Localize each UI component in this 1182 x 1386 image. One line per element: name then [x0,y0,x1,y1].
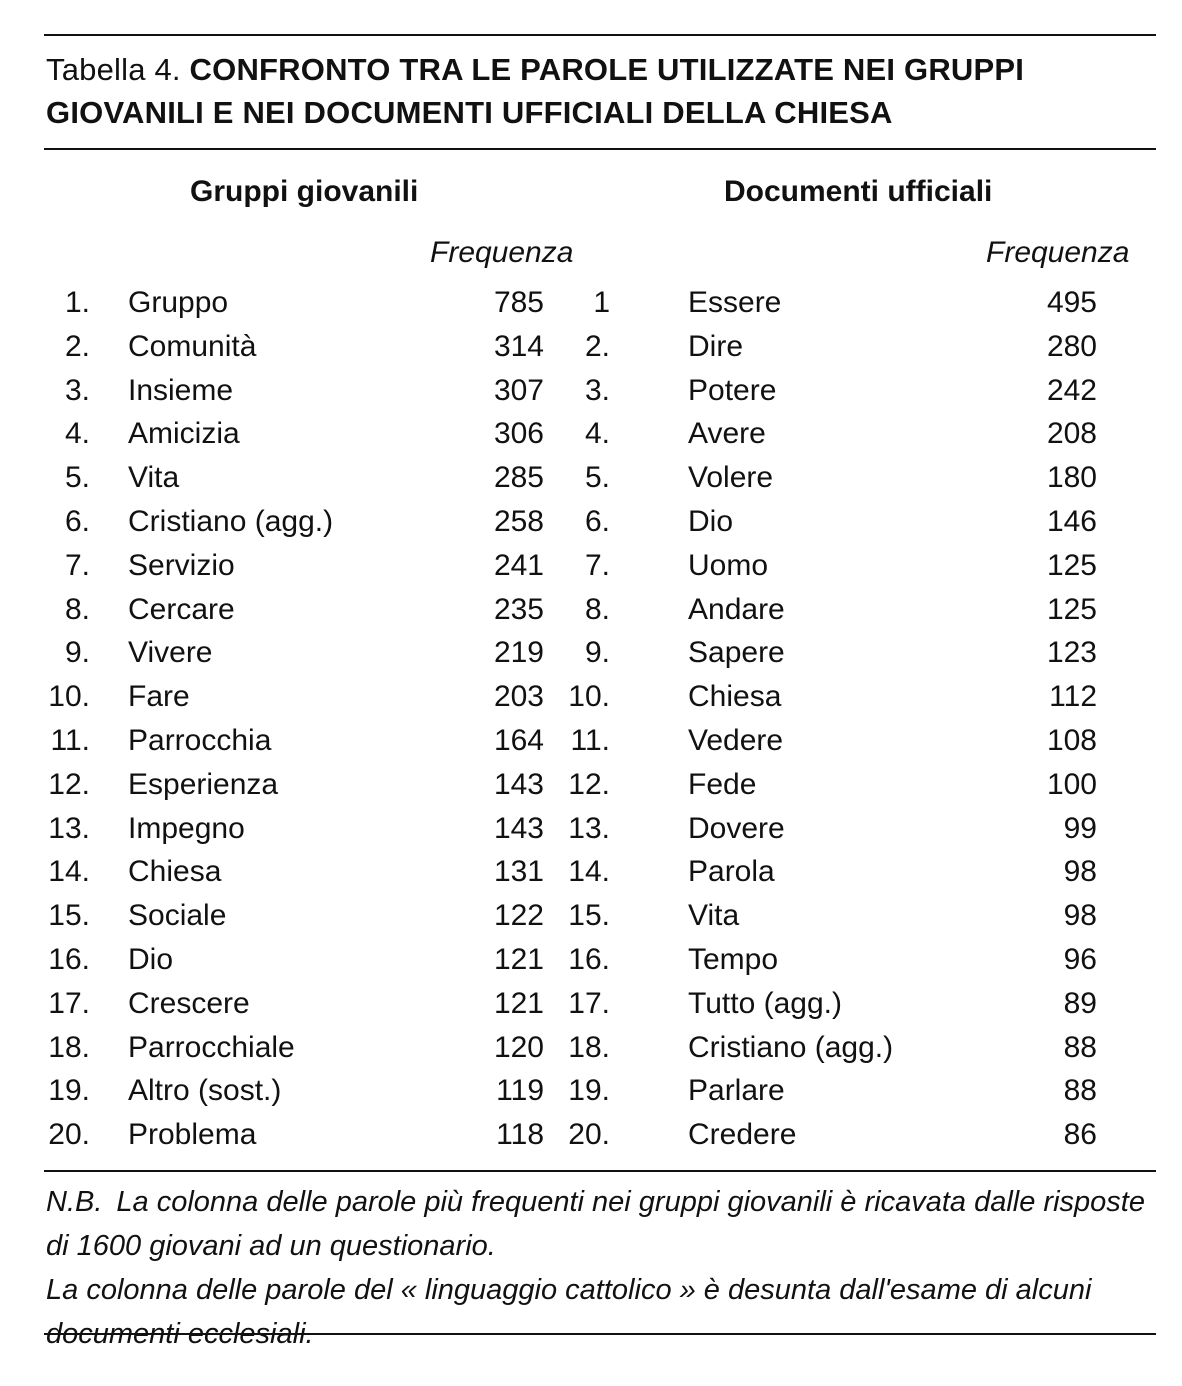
left-row-rank: 10. [48,680,90,714]
left-table-row [0,588,600,632]
left-table-row [0,894,600,938]
right-row-word: Chiesa [688,680,782,714]
left-table-row [0,456,600,500]
left-row-freq: 203 [493,680,544,714]
right-row-rank: 2. [584,329,610,363]
right-row-word: Cristiano (agg.) [688,1030,894,1064]
right-row-freq: 89 [1063,986,1097,1020]
right-table-row [560,412,1160,456]
left-row-word: Crescere [128,986,250,1020]
right-row-rank: 12. [568,767,610,801]
left-row-freq: 164 [493,723,544,757]
footnote-paragraph-2: La colonna delle parole del « linguaggio cattolico » è desunta dall'esame di alcuni documenti ecclesiali. [46,1274,1092,1350]
right-row-freq: 88 [1063,1074,1097,1108]
right-row-word: Parola [688,855,775,889]
right-row-word: Tempo [688,942,779,976]
right-row-rank: 3. [584,373,610,407]
left-table-row [0,938,600,982]
left-row-freq: 131 [493,855,544,889]
right-row-rank: 15. [568,899,610,933]
left-row-word: Vita [128,461,180,495]
title-rule [44,148,1156,150]
right-row-rank: 8. [584,592,610,626]
right-table-row [560,588,1160,632]
left-row-rank: 14. [48,855,90,889]
right-row-freq: 98 [1063,855,1097,889]
left-row-rank: 4. [64,417,90,451]
left-row-word: Vivere [128,636,213,670]
bottom-rule [44,1333,1156,1335]
right-table-row [560,850,1160,894]
right-table-row [560,325,1160,369]
right-row-freq: 112 [1049,680,1097,714]
left-row-word: Parrocchia [128,723,272,757]
right-row-freq: 495 [1046,286,1097,319]
right-row-word: Vedere [688,723,784,757]
table-title-number: Tabella 4. [46,52,181,87]
left-row-freq: 785 [493,286,544,319]
left-row-word: Problema [128,1118,257,1152]
right-word-list [560,281,1160,1157]
right-row-freq: 125 [1046,592,1097,626]
right-table-row [560,719,1160,763]
right-row-word: Avere [688,417,766,451]
right-row-word: Essere [688,286,782,319]
right-row-word: Sapere [688,636,785,670]
right-row-word: Tutto (agg.) [688,986,842,1020]
left-row-word: Dio [128,942,174,976]
left-row-word: Cristiano (agg.) [128,504,334,538]
left-row-rank: 7. [64,548,90,582]
left-table-row [0,675,600,719]
left-row-freq: 143 [493,767,544,801]
left-frequency-heading: Frequenza [430,236,574,269]
right-row-rank: 10. [568,680,610,714]
right-row-rank: 13. [568,811,610,845]
right-row-freq: 242 [1046,373,1097,407]
left-table-row [0,500,600,544]
left-row-freq: 143 [493,811,544,845]
left-row-rank: 12. [48,767,90,801]
right-row-word: Andare [688,592,785,626]
right-table-row [560,1069,1160,1113]
right-row-freq: 88 [1063,1030,1097,1064]
right-row-word: Vita [688,899,740,933]
right-table-row [560,281,1160,325]
right-table-row [560,544,1160,588]
right-table-row [560,1026,1160,1070]
left-row-word: Gruppo [128,286,229,319]
left-row-rank: 11. [50,723,90,757]
left-row-rank: 9. [64,636,90,670]
right-row-word: Uomo [688,548,769,582]
left-table-row [0,281,600,325]
left-row-freq: 219 [493,636,544,670]
right-frequency-heading: Frequenza [986,236,1130,269]
left-table-row [0,982,600,1026]
right-table-row [560,982,1160,1026]
right-table-row [560,938,1160,982]
right-table-row [560,500,1160,544]
left-column-heading: Gruppi giovanili [190,175,419,208]
left-table-row [0,1113,600,1157]
right-row-rank: 6. [584,504,610,538]
right-table-row [560,763,1160,807]
right-table-row [560,456,1160,500]
right-row-freq: 146 [1046,504,1097,538]
right-row-rank: 17. [568,986,610,1020]
right-row-rank: 16. [568,942,610,976]
right-row-rank: 9. [584,636,610,670]
right-row-word: Volere [688,461,774,495]
right-row-freq: 86 [1063,1118,1097,1152]
right-row-word: Parlare [688,1074,785,1108]
left-row-freq: 285 [493,461,544,495]
right-row-rank: 7. [584,548,610,582]
left-row-freq: 306 [493,417,544,451]
left-row-word: Altro (sost.) [128,1074,282,1108]
left-table-row [0,544,600,588]
left-row-rank: 19. [48,1074,90,1108]
left-word-list [0,281,600,1157]
right-table-row [560,894,1160,938]
right-row-freq: 280 [1046,329,1097,363]
right-row-rank: 19. [568,1074,610,1108]
left-row-freq: 122 [493,899,544,933]
right-row-freq: 99 [1063,811,1097,845]
left-row-freq: 314 [493,329,544,363]
right-row-rank: 14. [568,855,610,889]
left-row-word: Servizio [128,548,235,582]
left-row-freq: 120 [493,1030,544,1064]
left-row-rank: 6. [64,504,90,538]
left-row-rank: 5. [64,461,90,495]
right-row-word: Dovere [688,811,785,845]
left-table-row [0,412,600,456]
left-table-row [0,763,600,807]
top-rule [44,34,1156,36]
right-row-rank: 4. [584,417,610,451]
right-row-freq: 96 [1063,942,1097,976]
left-row-freq: 258 [493,504,544,538]
left-row-rank: 13. [48,811,90,845]
right-row-freq: 180 [1046,461,1097,495]
left-row-word: Cercare [128,592,235,626]
left-row-freq: 307 [493,373,544,407]
left-row-word: Parrocchiale [128,1030,295,1064]
left-row-freq: 241 [493,548,544,582]
right-row-rank: 11. [570,723,610,757]
left-row-word: Insieme [128,373,234,407]
right-row-word: Dire [688,329,744,363]
right-row-freq: 125 [1046,548,1097,582]
left-row-rank: 16. [48,942,90,976]
right-table-row [560,369,1160,413]
right-column-heading: Documenti ufficiali [724,175,993,208]
footnote-line-1: La colonna delle parole più frequenti nei gruppi giovanili è ricavata dalle risposte di 1600 giovani ad un questionario. [46,1186,1145,1262]
right-row-rank: 1 [593,286,610,319]
footnote-paragraph-1 [46,1180,1158,1268]
right-table-row [560,631,1160,675]
left-row-rank: 20. [48,1118,90,1152]
table-title [46,48,1156,134]
right-row-word: Dio [688,504,734,538]
left-row-rank: 1. [64,286,90,319]
left-row-freq: 121 [493,986,544,1020]
left-row-freq: 118 [496,1118,544,1152]
left-table-row [0,325,600,369]
right-row-freq: 108 [1046,723,1097,757]
left-table-row [0,631,600,675]
left-row-rank: 15. [48,899,90,933]
right-row-word: Fede [688,767,757,801]
left-table-row [0,807,600,851]
right-row-freq: 208 [1046,417,1097,451]
right-row-rank: 20. [568,1118,610,1152]
right-table-row [560,675,1160,719]
right-row-freq: 98 [1063,899,1097,933]
left-row-freq: 119 [496,1074,544,1108]
left-row-word: Sociale [128,899,227,933]
right-row-word: Credere [688,1118,797,1152]
right-row-word: Potere [688,373,777,407]
right-table-row [560,1113,1160,1157]
right-row-rank: 5. [584,461,610,495]
right-row-freq: 123 [1046,636,1097,670]
left-row-rank: 18. [48,1030,90,1064]
left-row-rank: 3. [64,373,90,407]
table-title-text: CONFRONTO TRA LE PAROLE UTILIZZATE NEI GRUPPI GIOVANILI E NEI DOCUMENTI UFFICIALI DELLA CHIESA [46,52,1025,130]
left-row-rank: 17. [48,986,90,1020]
left-row-freq: 235 [493,592,544,626]
left-table-row [0,369,600,413]
footnote-label: N.B. [46,1186,103,1218]
left-table-row [0,850,600,894]
table-bottom-rule [44,1170,1156,1172]
left-row-rank: 2. [64,329,90,363]
left-table-row [0,1026,600,1070]
left-table-row [0,1069,600,1113]
left-row-rank: 8. [64,592,90,626]
left-row-word: Esperienza [128,767,279,801]
right-row-freq: 100 [1046,767,1097,801]
footnote [46,1180,1158,1356]
left-row-freq: 121 [493,942,544,976]
left-row-word: Chiesa [128,855,222,889]
right-row-rank: 18. [568,1030,610,1064]
left-table-row [0,719,600,763]
left-row-word: Comunità [128,329,257,363]
right-table-row [560,807,1160,851]
left-row-word: Impegno [128,811,245,845]
left-row-word: Fare [128,680,190,714]
left-row-word: Amicizia [128,417,240,451]
